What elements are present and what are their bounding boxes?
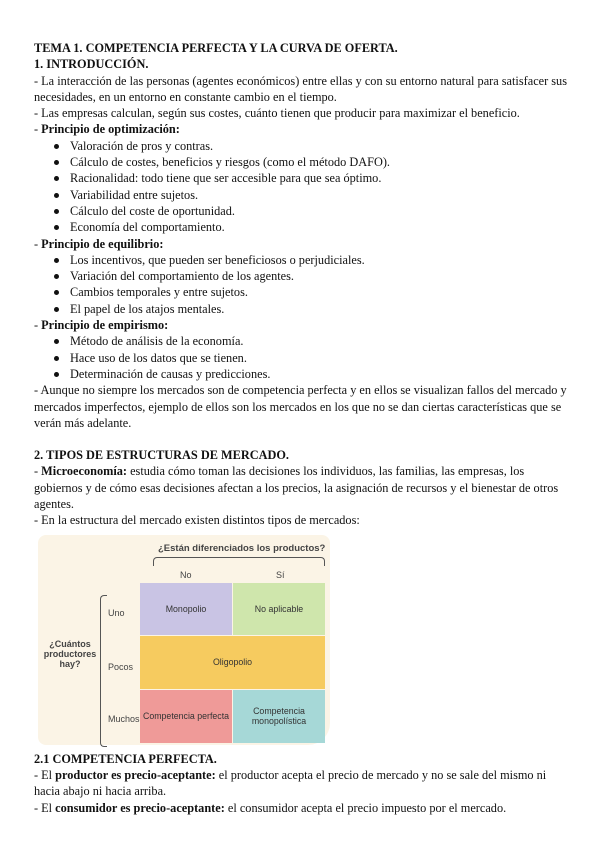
consumidor-paragraph: - El consumidor es precio-aceptante: el consumidor acepta el precio impuesto por el mercado. [34, 800, 507, 815]
list-item: Valoración de pros y contras. [34, 138, 574, 154]
cell-no-aplicable: No aplicable [233, 583, 325, 635]
cell-monopolio: Monopolio [140, 583, 232, 635]
list-equilibrio [34, 252, 574, 317]
spacer [34, 431, 574, 447]
list-item: Cálculo de costes, beneficios y riesgos (como el método DAFO). [34, 154, 574, 170]
diagram-row-pocos: Pocos [108, 661, 134, 672]
section-heading-competencia-perfecta: 2.1 COMPETENCIA PERFECTA. [34, 751, 217, 766]
bullet-icon [54, 372, 59, 377]
top-brace [153, 557, 325, 566]
bullet-icon [54, 274, 59, 279]
bullet-icon [54, 209, 59, 214]
diagram-col-no: No [180, 569, 192, 580]
bullet-icon [54, 339, 59, 344]
list-item: Variación del comportamiento de los agentes. [34, 268, 574, 284]
bullet-icon [54, 290, 59, 295]
diagram-col-si: Sí [276, 569, 285, 580]
bullet-icon [54, 176, 59, 181]
bullet-icon [54, 144, 59, 149]
section-heading-tipos: 2. TIPOS DE ESTRUCTURAS DE MERCADO. [34, 448, 289, 463]
diagram-row-uno: Uno [108, 607, 125, 618]
bullet-icon [54, 307, 59, 312]
document-body [34, 40, 574, 816]
list-empirismo [34, 333, 574, 382]
list-item: Cambios temporales y entre sujetos. [34, 284, 574, 300]
list-item: Racionalidad: todo tiene que ser accesible para que sea óptimo. [34, 170, 574, 186]
intro-paragraph-2: - Las empresas calculan, según sus costes, cuánto tienen que producir para maximizar el beneficio. [34, 106, 520, 121]
document-title: TEMA 1. COMPETENCIA PERFECTA Y LA CURVA DE OFERTA. [34, 41, 398, 55]
list-item: Cálculo del coste de oportunidad. [34, 203, 574, 219]
microeconomia-paragraph: - Microeconomía: estudia cómo toman las decisiones los individuos, las familias, las empresas, los gobiernos y de cómo esas decisiones afectan a los precios, la asignación de recursos y el bienestar de otros agentes. [34, 464, 559, 512]
principle-optimizacion: - Principio de optimización: [34, 122, 180, 137]
bullet-icon [54, 356, 59, 361]
bullet-icon [54, 160, 59, 165]
estructura-paragraph: - En la estructura del mercado existen distintos tipos de mercados: [34, 513, 360, 528]
left-brace [100, 595, 107, 747]
principle-empirismo: - Principio de empirismo: [34, 318, 169, 333]
bullet-icon [54, 225, 59, 230]
principle-equilibrio: - Principio de equilibrio: [34, 236, 164, 251]
intro-paragraph-1: - La interacción de las personas (agentes económicos) entre ellas y con su entorno natural para satisfacer sus necesidades, en un entorno en constante cambio en el tiempo. [34, 73, 567, 104]
list-item: Determinación de causas y predicciones. [34, 366, 574, 382]
section-heading-introduccion: 1. INTRODUCCIÓN. [34, 57, 149, 72]
bullet-icon [54, 193, 59, 198]
list-item: Variabilidad entre sujetos. [34, 187, 574, 203]
bullet-icon [54, 258, 59, 263]
list-item: Método de análisis de la economía. [34, 333, 574, 349]
cell-competencia-perfecta: Competencia perfecta [140, 690, 232, 743]
list-item: El papel de los atajos mentales. [34, 301, 574, 317]
diagram-left-question: ¿Cuántos productores hay? [43, 638, 97, 669]
list-item: Hace uso de los datos que se tienen. [34, 350, 574, 366]
list-item: Economía del comportamiento. [34, 219, 574, 235]
cell-competencia-monopolistica: Competencia monopolística [233, 690, 325, 743]
list-item: Los incentivos, que pueden ser beneficiosos o perjudiciales. [34, 252, 574, 268]
market-structure-diagram [38, 535, 330, 745]
cell-oligopolio: Oligopolio [140, 636, 325, 689]
intro-paragraph-3: - Aunque no siempre los mercados son de competencia perfecta y en ellos se visualizan fallos del mercado y mercados imperfectos, ejemplo de ellos son los mercados en los que no se dan ciertas características que se verán más adelante. [34, 383, 567, 430]
productor-paragraph: - El productor es precio-aceptante: el productor acepta el precio de mercado y no se sale del mismo ni hacia abajo ni hacia arriba. [34, 767, 547, 799]
diagram-row-muchos: Muchos [108, 713, 140, 724]
diagram-top-question: ¿Están diferenciados los productos? [158, 542, 326, 554]
list-optimizacion [34, 138, 574, 236]
